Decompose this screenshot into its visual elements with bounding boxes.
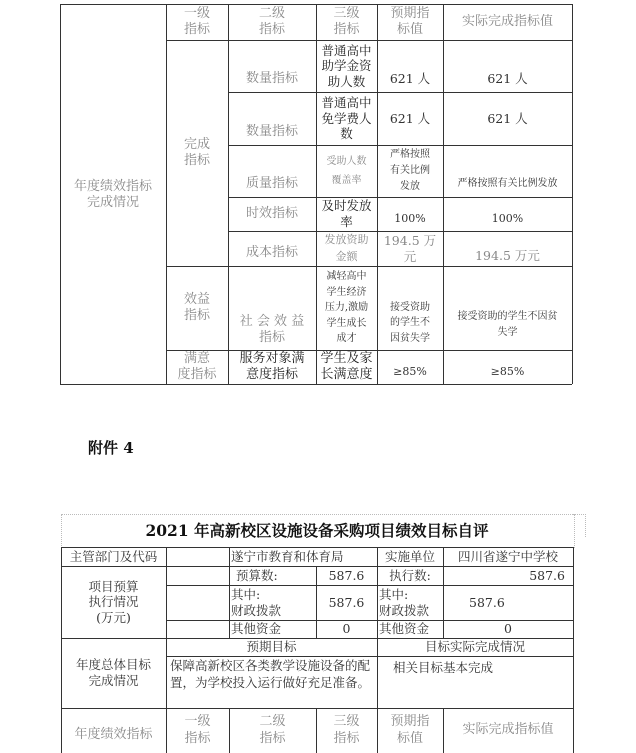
- fiscal-label: 其中: 财政拨款: [231, 586, 282, 618]
- row-l2: 社 会 效 益 指标: [239, 313, 305, 345]
- row-l3: 普通高中 助学金资 助人数: [321, 42, 372, 89]
- row-actual: 621 人: [487, 71, 528, 87]
- budget-num-value: 587.6: [328, 567, 365, 583]
- row-l3: 普通高中 免学费人 数: [321, 95, 372, 142]
- other-label-2: 其他资金: [379, 621, 430, 637]
- row-expected: 194.5 万 元: [383, 232, 437, 264]
- other-value-2: 0: [504, 621, 512, 637]
- bottom-title: 2021 年高新校区设施设备采购项目绩效目标自评: [145, 520, 489, 540]
- goal-expected: 保障高新校区各类教学设施设备的配置，为学校投入运行做好充足准备。: [170, 658, 371, 690]
- header-level3: 三级 指标: [333, 5, 360, 37]
- header-expected: 预期指 标值: [390, 5, 430, 37]
- goal-row-label: 年度总体目标 完成情况: [75, 657, 151, 688]
- other-label: 其他资金: [231, 621, 282, 637]
- row-l3: 减轻高中 学生经济 压力,激励 学生成长 成才: [324, 271, 369, 345]
- goal-actual: 相关目标基本完成: [393, 660, 494, 675]
- dept-label: 主管部门及代码: [69, 548, 158, 564]
- hdr-actual: 实际完成指标值: [462, 722, 554, 738]
- header-actual: 实际完成指标值: [461, 13, 553, 29]
- row-group-label: 年度绩效指标 完成情况: [73, 178, 152, 210]
- benefit-label: 效益 指标: [183, 291, 210, 323]
- row-actual: 接受资助的学生不因贫 失学: [457, 311, 558, 338]
- title-box-corner: [573, 514, 586, 537]
- exec-num-value: 587.6: [529, 567, 565, 583]
- row-l3: 及时发放 率: [321, 198, 372, 229]
- row-actual: 621 人: [487, 110, 528, 126]
- row-l2: 质量指标: [245, 175, 298, 191]
- row-expected: 621 人: [389, 71, 431, 87]
- row-actual: 100%: [491, 212, 524, 226]
- exec-num-label: 执行数:: [389, 567, 431, 583]
- row-l2: 数量指标: [245, 70, 298, 86]
- fiscal-value-2: 587.6: [469, 594, 505, 610]
- fiscal-value: 587.6: [328, 594, 365, 610]
- goal-header-actual: 目标实际完成情况: [424, 639, 525, 655]
- hdr-level2: 二级 指标: [259, 714, 286, 746]
- completion-label: 完成 指标: [183, 136, 210, 168]
- goal-header-expected: 预期目标: [246, 639, 297, 655]
- hdr-level1: 一级 指标: [184, 714, 211, 746]
- fiscal-label-2: 其中: 财政拨款: [379, 586, 430, 618]
- unit-label: 实施单位: [384, 548, 435, 564]
- row-expected: ≥85%: [393, 365, 427, 379]
- row-actual: ≥85%: [490, 365, 525, 379]
- row-l3: 受助人数 覆盖率: [326, 156, 367, 186]
- row-actual: 严格按照有关比例发放: [457, 177, 558, 189]
- budget-label: 项目预算 执行情况 (万元): [88, 578, 139, 625]
- row-actual: 194.5 万元: [475, 247, 540, 263]
- attachment-label: 附件 4: [88, 439, 134, 457]
- hdr-level3: 三级 指标: [333, 714, 360, 746]
- header-level2: 二级 指标: [258, 5, 285, 37]
- unit-value: 四川省遂宁中学校: [457, 548, 558, 564]
- satisfaction-label: 满意 度指标: [177, 350, 217, 382]
- row-l3: 发放资助 金额: [324, 233, 369, 263]
- dept-value: 遂宁市教育和体育局: [231, 548, 344, 564]
- row-expected: 严格按照 有关比例 发放: [390, 149, 430, 192]
- row-l2: 时效指标: [245, 205, 298, 221]
- row-l3: 学生及家 长满意度: [320, 350, 373, 382]
- row-expected: 接受资助 的学生不 因贫失学: [390, 301, 430, 344]
- other-value: 0: [342, 621, 351, 637]
- row-l2: 成本指标: [245, 245, 298, 261]
- perf-label: 年度绩效指标: [74, 727, 153, 743]
- budget-num-label: 预算数:: [236, 567, 278, 583]
- header-level1: 一级 指标: [183, 5, 210, 37]
- row-l2: 服务对象满 意度指标: [239, 350, 305, 382]
- row-l2: 数量指标: [245, 124, 298, 140]
- row-expected: 621 人: [389, 110, 431, 126]
- hdr-expected: 预期指 标值: [390, 714, 430, 746]
- row-expected: 100%: [394, 212, 426, 226]
